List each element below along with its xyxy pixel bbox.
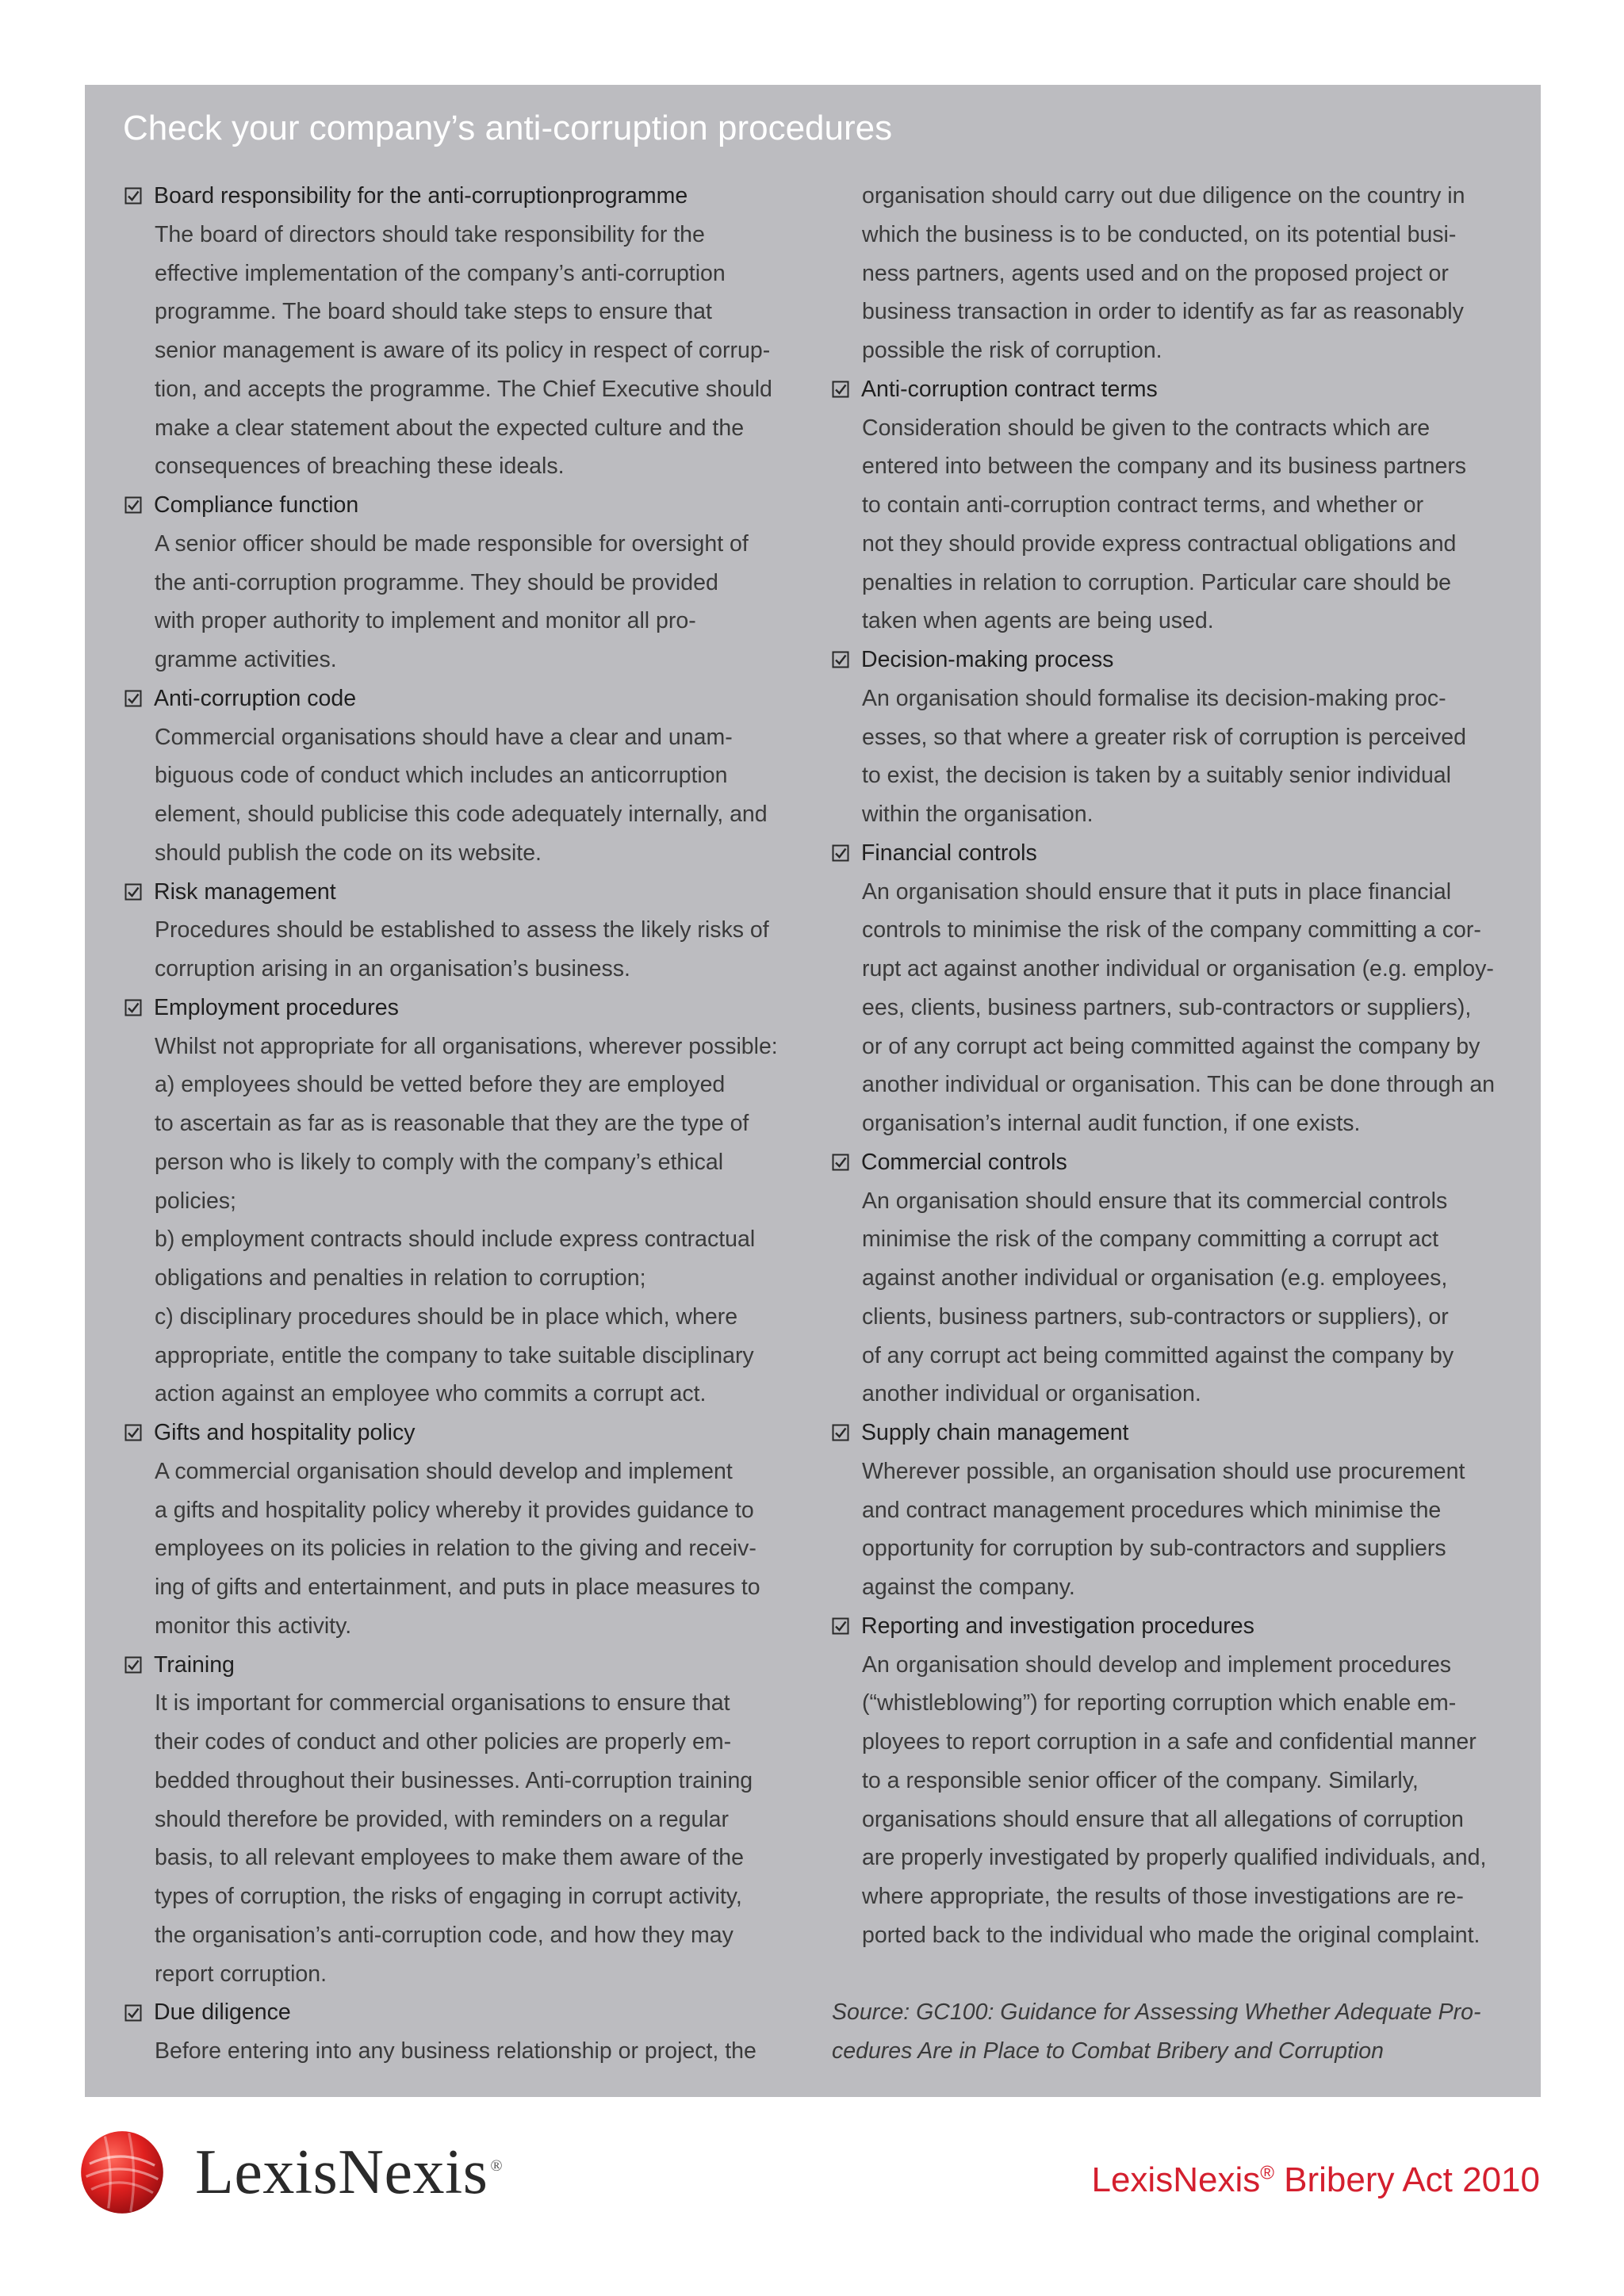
checklist-item: [124, 989, 806, 1414]
body-line: taken when agents are being used.: [862, 608, 1214, 634]
body-line: ported back to the individual who made the original complaint.: [862, 1922, 1480, 1948]
checklist-item: [124, 177, 806, 486]
body-line: against the company.: [862, 1575, 1075, 1600]
checked-box-icon: [124, 1424, 142, 1441]
checklist-item-body: [155, 718, 806, 873]
checklist-item-body: [155, 1027, 806, 1414]
body-line: Commercial organisations should have a clear and unam-: [155, 724, 733, 750]
lexisnexis-globe-icon: [79, 2130, 165, 2215]
checklist-item-heading: [832, 834, 1519, 873]
checklist-item-heading: [124, 989, 806, 1027]
heading-text: Financial controls: [861, 840, 1037, 866]
footer-registered-mark: ®: [1260, 2162, 1274, 2184]
checklist-item-heading: [832, 1414, 1519, 1452]
body-line: An organisation should ensure that it puts in place financial: [862, 878, 1452, 905]
body-line: to exist, the decision is taken by a suitably senior individual: [862, 763, 1451, 789]
body-line: An organisation should develop and implement procedures: [862, 1651, 1452, 1678]
checklist-item: [124, 1646, 806, 1994]
checked-box-icon: [832, 1424, 849, 1441]
heading-text: Commercial controls: [861, 1149, 1067, 1175]
body-line: business transaction in order to identify as far as reasonably: [862, 299, 1464, 325]
body-line: A senior officer should be made responsible for oversight of: [155, 530, 749, 557]
body-line: with proper authority to implement and monitor all pro-: [155, 608, 696, 634]
heading-text: Gifts and hospitality policy: [154, 1420, 416, 1445]
body-line: gramme activities.: [155, 647, 337, 672]
checklist-item: [832, 641, 1519, 834]
checklist-item-heading: [832, 641, 1519, 679]
checked-box-icon: [124, 2004, 142, 2022]
body-line: controls to minimise the risk of the company committing a cor-: [862, 917, 1481, 943]
checked-box-icon: [832, 381, 849, 398]
checked-box-icon: [832, 651, 849, 668]
checklist-item-body: [862, 1182, 1519, 1414]
body-line: within the organisation.: [862, 802, 1094, 827]
checklist-item: [832, 1607, 1519, 1955]
body-line: An organisation should formalise its decision-making proc-: [862, 685, 1446, 711]
checklist-item-body: [862, 409, 1519, 641]
body-line: organisation should carry out due diligence on the country in: [862, 183, 1465, 209]
body-line: consequences of breaching these ideals.: [155, 453, 565, 480]
checked-box-icon: [124, 690, 142, 707]
checklist-panel: [85, 85, 1541, 2097]
body-line: biguous code of conduct which includes an anticorruption: [155, 763, 728, 789]
body-line: entered into between the company and its business partners: [862, 453, 1467, 480]
source-line: Source: GC100: Guidance for Assessing Whether Adequate Pro-: [832, 1999, 1481, 2026]
body-line: a gifts and hospitality policy whereby it provides guidance to: [155, 1497, 754, 1523]
body-line: should therefore be provided, with reminders on a regular: [155, 1806, 729, 1832]
source-line: cedures Are in Place to Combat Bribery and Corruption: [832, 2038, 1384, 2064]
body-line: employees on its policies in relation to the giving and receiv-: [155, 1536, 756, 1562]
body-line: (“whistleblowing”) for reporting corruption which enable em-: [862, 1690, 1457, 1716]
body-line: of any corrupt act being committed against the company by: [862, 1342, 1454, 1368]
body-line: opportunity for corruption by sub-contractors and suppliers: [862, 1536, 1446, 1562]
checklist-item-heading: [124, 1646, 806, 1685]
heading-text: Risk management: [154, 878, 336, 905]
checked-box-icon: [832, 1154, 849, 1171]
checked-box-icon: [124, 496, 142, 514]
checklist-item-heading: [124, 486, 806, 525]
lexisnexis-logo[interactable]: [79, 2130, 503, 2215]
footer-title-rest: Bribery Act 2010: [1274, 2160, 1540, 2199]
checklist-item-heading: [124, 873, 806, 912]
right-items: [832, 370, 1519, 1955]
checklist-item-heading: [124, 1414, 806, 1452]
body-line: to a responsible senior officer of the company. Similarly,: [862, 1767, 1419, 1793]
right-column: [832, 177, 1519, 2071]
body-line: to contain anti-corruption contract terms, and whether or: [862, 492, 1424, 518]
body-line: effective implementation of the company’s anti-corruption: [155, 260, 726, 286]
body-line: appropriate, entitle the company to take suitable disciplinary: [155, 1342, 754, 1368]
heading-text: Anti-corruption contract terms: [861, 376, 1158, 402]
checklist-item-heading: [832, 1607, 1519, 1646]
body-line: Procedures should be established to assess the likely risks of: [155, 917, 769, 943]
body-line: and contract management procedures which minimise the: [862, 1497, 1442, 1523]
checklist-item-body: [862, 679, 1519, 834]
body-line: should publish the code on its website.: [155, 840, 542, 866]
body-line: action against an employee who commits a corrupt act.: [155, 1381, 707, 1407]
body-line: to ascertain as far as is reasonable that they are the type of: [155, 1111, 749, 1136]
checklist-item-heading: [124, 177, 806, 216]
checklist-item-body: [155, 525, 806, 679]
checked-box-icon: [832, 844, 849, 862]
body-line: esses, so that where a greater risk of corruption is perceived: [862, 724, 1466, 750]
checked-box-icon: [124, 999, 142, 1016]
checklist-item-heading: [124, 679, 806, 718]
body-line: types of corruption, the risks of engaging in corrupt activity,: [155, 1884, 742, 1909]
checked-box-icon: [832, 1617, 849, 1635]
body-line: b) employment contracts should include express contractual: [155, 1226, 756, 1253]
checklist-item: [832, 370, 1519, 641]
body-line: Consideration should be given to the contracts which are: [862, 415, 1431, 441]
checklist-item-heading: [124, 1993, 806, 2032]
body-line: organisations should ensure that all allegations of corruption: [862, 1806, 1464, 1832]
body-line: report corruption.: [155, 1961, 327, 1987]
checklist-item: [124, 1414, 806, 1646]
checklist-item-heading: [832, 370, 1519, 409]
checklist-item-body: [155, 1684, 806, 1993]
heading-text: Anti-corruption code: [154, 685, 357, 711]
heading-text: Due diligence: [154, 1999, 291, 2026]
body-line: rupt act against another individual or organisation (e.g. employ-: [862, 956, 1494, 982]
body-line: another individual or organisation. This can be done through an: [862, 1072, 1496, 1098]
body-line: Whilst not appropriate for all organisations, wherever possible:: [155, 1033, 778, 1059]
body-line: organisation’s internal audit function, if one exists.: [862, 1111, 1361, 1136]
heading-text: Reporting and investigation procedures: [861, 1613, 1254, 1639]
body-line: senior management is aware of its policy in respect of corrup-: [155, 338, 771, 363]
checklist-item: [124, 486, 806, 679]
heading-text: Board responsibility for the anti-corruptionprogramme: [154, 183, 688, 209]
checklist-item-body: [155, 1452, 806, 1646]
body-line: or of any corrupt act being committed against the company by: [862, 1033, 1480, 1059]
body-line: possible the risk of corruption.: [862, 338, 1162, 363]
body-line: ness partners, agents used and on the proposed project or: [862, 260, 1449, 286]
body-line: another individual or organisation.: [862, 1381, 1201, 1407]
panel-title: Check your company’s anti-corruption procedures: [123, 109, 893, 147]
body-line: policies;: [155, 1188, 236, 1214]
checked-box-icon: [124, 883, 142, 901]
heading-text: Decision-making process: [861, 647, 1114, 672]
checklist-item: [832, 1414, 1519, 1607]
body-line: ing of gifts and entertainment, and puts in place measures to: [155, 1575, 760, 1600]
checklist-item: [124, 1993, 806, 2071]
footer-brand: LexisNexis: [1091, 2160, 1261, 2199]
body-line: make a clear statement about the expected culture and the: [155, 415, 745, 441]
checklist-item-heading: [832, 1143, 1519, 1182]
body-line: Wherever possible, an organisation should use procurement: [862, 1458, 1465, 1484]
body-line: which the business is to be conducted, on its potential busi-: [862, 221, 1457, 247]
body-line: are properly investigated by properly qualified individuals, and,: [862, 1845, 1487, 1871]
body-line: minimise the risk of the company committing a corrupt act: [862, 1226, 1439, 1253]
body-line: A commercial organisation should develop and implement: [155, 1458, 733, 1484]
checklist-item-body: [862, 1452, 1519, 1607]
footer-publication-title: [1091, 2160, 1540, 2200]
body-line: against another individual or organisation (e.g. employees,: [862, 1265, 1448, 1291]
checklist-item: [832, 834, 1519, 1143]
heading-text: Supply chain management: [861, 1420, 1129, 1445]
body-line: tion, and accepts the programme. The Chief Executive should: [155, 376, 772, 402]
body-line: ployees to report corruption in a safe and confidential manner: [862, 1729, 1477, 1755]
checklist-item-body: [862, 1646, 1519, 1955]
body-line: the organisation’s anti-corruption code, and how they may: [155, 1922, 733, 1948]
body-line: penalties in relation to corruption. Particular care should be: [862, 569, 1452, 595]
checklist-item-body: [155, 216, 806, 486]
body-line: element, should publicise this code adequately internally, and: [155, 802, 768, 827]
body-line: obligations and penalties in relation to corruption;: [155, 1265, 646, 1291]
body-line: their codes of conduct and other policies are properly em-: [155, 1729, 732, 1755]
body-line: Before entering into any business relationship or project, the: [155, 2038, 756, 2064]
checklist-item-body: [862, 873, 1519, 1143]
logo-text: LexisNexis: [195, 2137, 488, 2207]
due-diligence-continuation: [862, 177, 1519, 370]
checklist-item: [124, 873, 806, 989]
heading-text: Training: [154, 1651, 235, 1678]
body-line: ees, clients, business partners, sub-contractors or suppliers),: [862, 994, 1472, 1020]
left-column: [124, 177, 806, 2071]
body-line: programme. The board should take steps to ensure that: [155, 299, 712, 325]
body-line: basis, to all relevant employees to make them aware of the: [155, 1845, 744, 1871]
checklist-item: [124, 679, 806, 873]
checked-box-icon: [124, 187, 142, 205]
body-line: monitor this activity.: [155, 1613, 352, 1639]
body-line: The board of directors should take responsibility for the: [155, 221, 705, 247]
body-line: c) disciplinary procedures should be in place which, where: [155, 1303, 738, 1330]
logo-wordmark: [195, 2137, 504, 2207]
heading-text: Employment procedures: [154, 994, 399, 1020]
heading-text: Compliance function: [154, 492, 359, 518]
body-line: a) employees should be vetted before they are employed: [155, 1072, 726, 1098]
body-line: It is important for commercial organisations to ensure that: [155, 1690, 730, 1716]
body-line: the anti-corruption programme. They should be provided: [155, 569, 718, 595]
checked-box-icon: [124, 1656, 142, 1674]
logo-registered-mark: ®: [490, 2157, 504, 2175]
body-line: An organisation should ensure that its commercial controls: [862, 1188, 1448, 1214]
checklist-item-body: [155, 2032, 806, 2071]
body-line: not they should provide express contractual obligations and: [862, 530, 1457, 557]
body-line: corruption arising in an organisation’s business.: [155, 956, 630, 982]
body-line: where appropriate, the results of those investigations are re-: [862, 1884, 1464, 1909]
body-line: bedded throughout their businesses. Anti-corruption training: [155, 1767, 753, 1793]
source-citation: [832, 1993, 1519, 2071]
body-line: clients, business partners, sub-contractors or suppliers), or: [862, 1303, 1449, 1330]
checklist-item: [832, 1143, 1519, 1414]
body-line: person who is likely to comply with the company’s ethical: [155, 1149, 724, 1175]
checklist-item-body: [155, 911, 806, 989]
